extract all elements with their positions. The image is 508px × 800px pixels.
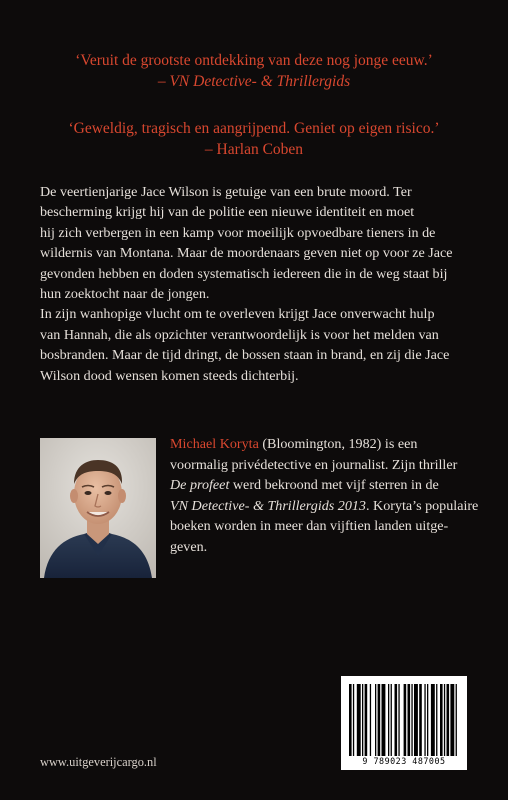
- blurb-line: gevonden hebben en doden systematisch iedereen die in de weg staat bij: [40, 265, 448, 282]
- blurb-line: hij zich verbergen in een kamp voor moeilijk opvoedbare tieners in de: [40, 224, 436, 241]
- barcode-bar: [378, 684, 381, 756]
- barcode-bar: [444, 684, 445, 756]
- barcode-digits: 9 789023 487005: [362, 756, 446, 766]
- barcode-bar: [398, 684, 399, 756]
- blurb-line: In zijn wanhopige vlucht om te overleven krijgt Jace onverwacht hulp: [40, 306, 435, 323]
- book-blurb: [40, 182, 472, 386]
- barcode-bar: [414, 684, 418, 756]
- barcode-bar: [436, 684, 437, 756]
- blurb-line: hun zoektocht naar de jongen.: [40, 286, 210, 303]
- quote-1: [0, 50, 508, 92]
- author-bio: [170, 434, 480, 558]
- quote-2-source: Harlan Coben: [216, 141, 304, 158]
- author-portrait-icon: [40, 438, 156, 578]
- barcode-bar: [391, 684, 392, 756]
- barcode-bar: [365, 684, 368, 756]
- quote-1-source: VN Detective- & Thrillergids: [169, 73, 351, 90]
- barcode-bar: [357, 684, 361, 756]
- blurb-line: van Hannah, die als opzichter verantwoordelijk is voor het melden van: [40, 326, 439, 343]
- barcode-bar: [424, 684, 425, 756]
- book-title: De profeet: [170, 477, 230, 494]
- barcode-bar: [353, 684, 354, 756]
- blurb-line: bescherming krijgt hij van de politie een nieuwe identiteit en moet: [40, 204, 415, 221]
- barcode-bar: [395, 684, 398, 756]
- bio-line: boeken worden in meer dan vijftien landen uitge-: [170, 518, 449, 535]
- blurb-line: wildernis van Montana. Maar de moordenaars geven niet op voor ze Jace: [40, 245, 453, 262]
- barcode-bar: [411, 684, 412, 756]
- barcode-bar: [419, 684, 422, 756]
- barcode-bar: [375, 684, 376, 756]
- barcode-bar: [431, 684, 435, 756]
- bio-line: De profeet werd bekroond met vijf sterren in de: [170, 477, 439, 494]
- blurb-line: bosbranden. Maar de tijd dringt, de bossen staan in brand, en zij die Jace: [40, 347, 450, 364]
- author-photo: [40, 438, 156, 578]
- quote-2-attribution: – Harlan Coben: [204, 141, 304, 158]
- quote-1-text: ‘Veruit de grootste ontdekking van deze nog jonge eeuw.’: [75, 52, 433, 69]
- bio-line: voormalig privédetective en journalist. Zijn thriller: [170, 456, 458, 473]
- barcode-bar: [450, 684, 454, 756]
- barcode-bar: [349, 684, 352, 756]
- barcode-bar: [440, 684, 443, 756]
- bio-line: Michael Koryta (Bloomington, 1982) is een: [170, 436, 418, 452]
- barcode-bar: [388, 684, 389, 756]
- bio-line: VN Detective- & Thrillergids 2013. Koryta’s populaire: [170, 497, 479, 514]
- barcode-bar: [362, 684, 363, 756]
- barcode-bar: [456, 684, 457, 756]
- barcode-bar: [370, 684, 371, 756]
- barcode-bar: [427, 684, 428, 756]
- guide-title: VN Detective- & Thrillergids 2013: [170, 497, 366, 514]
- bio-line: geven.: [170, 538, 208, 555]
- blurb-line: Wilson dood wensen komen steeds dichterbij.: [40, 367, 299, 384]
- author-name: Michael Koryta: [170, 436, 259, 452]
- barcode-bar: [404, 684, 407, 756]
- quote-2: [0, 118, 508, 160]
- quote-2-text: ‘Geweldig, tragisch en aangrijpend. Geniet op eigen risico.’: [68, 120, 440, 137]
- barcode-bar: [382, 684, 386, 756]
- isbn-barcode: [341, 676, 467, 770]
- barcode-bar: [447, 684, 450, 756]
- blurb-line: De veertienjarige Jace Wilson is getuige van een brute moord. Ter: [40, 184, 412, 200]
- quote-1-attribution: – VN Detective- & Thrillergids: [157, 73, 351, 90]
- publisher-website[interactable]: www.uitgeverijcargo.nl: [40, 755, 157, 769]
- barcode-bar: [408, 684, 411, 756]
